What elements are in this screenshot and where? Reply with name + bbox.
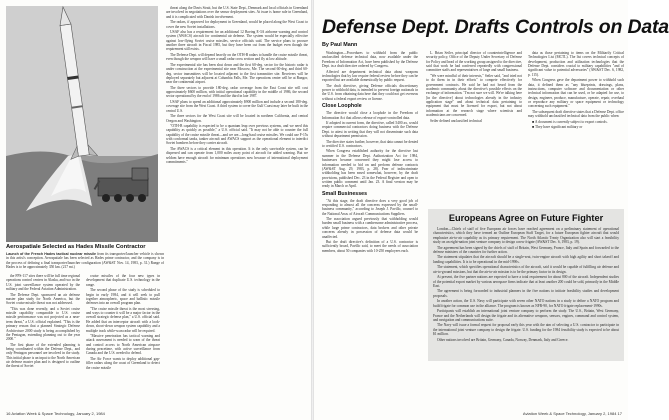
sidebar-box-body (433, 227, 619, 358)
article-headline: Defense Dept. Drafts Controls on Data (322, 16, 669, 38)
paragraph: The directive states further, however, that data cannot be denied to certified U.S. contractors. (322, 139, 418, 148)
left-column-3 (166, 6, 308, 410)
sidebar-box (428, 209, 624, 361)
paragraph: In another action, the U.S. Navy will participate with seven other NATO nations in a study to define a NATO program and build frigate for common use in the alliance. The program is known as NFR-90, for NATO frigate replacement-1990s. (433, 299, 619, 308)
photo-caption-lead: Launch of the French Hades tactical nuclear missile (6, 252, 96, 256)
paragraph: cruise missiles of the four new types in development that duplicate U.S. technology in the range. (86, 274, 160, 287)
paragraph: Washington—Procedures to withhold from the public unclassified defense technical data, now available under the Freedom of Information Act, have been published by the Defense Dept. in a draft directive ordered by Congress. (322, 51, 418, 69)
right-page (314, 0, 669, 420)
sidebar-box-title: Europeans Agree on Future Fighter (448, 213, 604, 223)
paragraph: The agreement has been signed by the chiefs of staff of Britain, West Germany, France, Italy and Spain and forwarded to the defense ministers of the countries for further action. (433, 245, 619, 254)
right-page-folio: Aviation Week & Space Technology, January 2, 1984 17 (522, 411, 622, 416)
paragraph: "OTH-B capability is expected to be a quantum leap over previous systems, and we need this capability as quickly as possible," a U.S. official said. "It may not be able to counter the full capability of the cruise missile threat—and we are—long-haul cruise missiles. We could use F-15s with conformal tanks, tanker aircraft and AWACS support as the operational element to interdict Soviet bombers before they carrier aircraft. (166, 124, 308, 146)
paragraph: The three sectors to provide 180-deg. radar coverage from the East Coast site will cost approximately $600 million, with initial operational capability in the middle of 1986, the second sector operational by the end of 1986 and the third in late 1987. (166, 85, 308, 99)
paragraph: "We were mindful of their interests," Seiler said, "and tried not to do them in in their efforts" to compete effectively for government contracts. He said he had not heard from the academic community about the directive's possible effects on the exchange of information. "I'm not sure we will. We're talking here [in the directive] about technologies already in the industry application stage" and about technical data pertaining to equipment that must be licensed for export, but not about information at the research stage where scientists and academicians are concerned. (426, 73, 522, 117)
paragraph: London—Chiefs of staff of five European air forces have reached agreement on a preliminary statement of operational characteristics, which they have termed an Outline European Staff Target, for a future European fighter aircraft that would emphasize air-to-air capability as its primary requirement. The North Atlantic Treaty Organization also will start a feasibility study on an eight-nation joint venture company to design a new frigate (AW&ST Dec. 6, 1983, p. 19). (433, 227, 619, 245)
paragraph: The Navy will issue a formal request for proposal early this year with the aim of selecting a U.S. contractor to participate in the international joint venture company to design the frigate. U.S. funding for the 1984 feasibility study is expected to be about $1 million. (433, 323, 619, 337)
paragraph: "The cruise missile threat is the most stressing, and ways to counter it will be a major factor in the overall strategic defense plan," a U.S. official said. He added that an interceptor aircraft with a look-down, shoot-down weapon system capability and a multiple track while-scan radar will be required. (86, 306, 160, 333)
paragraph: The draft directive, giving Defense officials discretionary power to withhold data, is intended to prevent foreign nationals in the U.S. from obtaining data here that they could not get overseas without a federal export review or license. (322, 83, 418, 101)
paragraph: The statement stipulates that the aircraft should be a single-seat, twin-engine aircraft with high agility and short takeoff and landing capabilities. It is to be operational in the mid-1990s. (433, 255, 619, 264)
article-byline: By Paul Mann (322, 42, 358, 48)
paragraph: The AWACS is a critical element in this operation. It is the only survivable system, can be dispersed and can operate from 1,000 miles away point of aircraft for added warning. But we seldom have enough aircraft for minimum operations now because of international deployment commitments." (166, 147, 308, 165)
right-column-1 (322, 51, 418, 411)
paragraph: data as those pertaining to items on the Militarily Critical Technologies List (MCTL). The list covers technical concepts of development, production and utilization technologies that the Defense Dept. considers crucial to military capabilities "and of significant value to potential adversaries" (AW&ST Dec. 6, 1982, p. 115). (528, 51, 624, 77)
photo-caption-text: from its transporter/launcher vehicle is shown in this artist's conception. Aerospatiale has been selected as Hades prime contractor, and the company is in the process of defining a final transporter/launcher configuration (AW&ST Nov. 14, 1983, p. 31.) Range of Hades is to be approximately 350 km. (217 mi.) (6, 252, 164, 270)
paragraph: Seiler defined unclassified technical (430, 118, 482, 123)
paragraph: The agreement is being forwarded to industrial planners in the five nations to initiate feasibility studies and development proposals. (433, 289, 619, 298)
photo-caption (6, 252, 164, 272)
missile-launch-artwork (6, 6, 158, 242)
paragraph: The association argued previously that withholding would burden small business with a cumbersome administrative process, while large prime contractors, data brokers and other private concerns already in possession of defense data would be unaffected. (322, 217, 418, 239)
paragraph: Participants will establish an international joint venture company to perform the study. The U.S., Britain, West Germany, France and the Netherlands will design the frigate and its alternative weapons, sensors, engines, command and control system, and navigation and communications suite. (433, 309, 619, 322)
subhead-close-loophole: Close Loophole (322, 103, 362, 110)
paragraph: The subsequent draft directive states that a Defense Dept. office may withhold unclassified technical data from the public when: (528, 109, 624, 119)
paragraph: The three sectors for the West Coast site will be located in northern California, and central Oregon and Washington. (166, 114, 308, 123)
paragraph: the FPS-117 sites there will be full time regional operations control centers in Alaska, and two in the U.S. joint surveillance system operated by the military and the Federal Aviation Administration. (6, 274, 80, 292)
photo-title: Aerospatiale Selected as Hades Missile Contractor (6, 244, 146, 250)
paragraph: The Air Force wants to deploy additional gap-filler radars along the coast of Greenland to detect the cruise missile (86, 356, 160, 370)
paragraph: L. Brian Seiler, principal director of counterintelligence and security policy, Office of the Deputy Under Secretary of Defense for Policy and head of the working group assigned to the directive, said that work he had conferred repeatedly with congressional committee staffs and representatives of large and small business. (426, 51, 523, 73)
paragraph: "This was done recently, and a Soviet cruise missile capability comparable to U.S. cruise missile performance was not projected as a near-term threat," a U.S. official explained. "This is the primary reason that a planned Strategic Defense Architecture 2000 study is being accomplished by the Pentagon, extending planning out to the year 2000." (6, 306, 80, 342)
paragraph: threat along the Davis Strait, but the U.S. State Dept., Denmark and local officials in Greenland are involved in negotiations over the sensor deployment sites. At issue is home rule in Greenland, and it is complicated with Danish involvement. (166, 6, 308, 19)
left-page (0, 0, 312, 420)
paragraph: Other nations involved are Britain, Germany, Canada, Norway, Denmark, Italy and Greece. (437, 337, 569, 342)
paragraph: "Massive penetration has tactical warning and attack assessment is needed to warn of the threat and control access to North American airspace during peacetime, with active surveillance from Canada and the U.S. needed to defend. (86, 334, 160, 356)
paragraph: USAF also has a requirement for an additional 12 Boeing E-3A airborne warning and control system (AWACS) aircraft for continental air defense. The system would be especially effective against low-flying Soviet cruise missiles, service officials said. The service plans to procure another three aircraft in Fiscal 1985, but they have been cut from the budget even though the requirement still exists. (166, 30, 308, 52)
paragraph: When Congress established authority for the directive last summer in the Defense Dept. Authorization Act for 1984, businesses became concerned they might lose access to information needed to bid on and perform defense contracts (AW&ST Aug. 29, 1983, p. 28). Fear of indiscriminate withholding has been eased somewhat, however, by the draft provisions, published Dec. 23 in the Federal Register and open to written public comment until Jan. 23. A final version may be ready in March or April. (322, 149, 418, 189)
paragraph: The radars, if approved for deployment in Greenland, would be placed along the West Coast to cover the new Soviet installations. (166, 20, 308, 29)
left-page-folio: 16 Aviation Week & Space Technology, January 2, 1984 (6, 411, 105, 416)
right-column-2 (426, 51, 522, 205)
paragraph: "At this stage, the draft directive does a very good job of responding to almost all the concerns expressed by the small-business community," according to Joseph J. Pavillo, counsel to the National Assn. of Aircraft Communications Suppliers. (322, 198, 418, 216)
subhead-small-businesses: Small Businesses (322, 190, 368, 197)
paragraph: The Defense Dept. will depend heavily on the OTH-B radars to handle the cruise missile threat, even though the weapon will have a small radar cross section and fly at low altitude. (166, 53, 308, 62)
paragraph: The Defense Dept. sponsored an air defense master plan study for North America, but the Soviet cruise missile threat was not addressed. (6, 292, 80, 306)
paragraph: The experimental site has been shut down and the first 60-deg. sector for the historic radar is under construction at the experimental site near Moscow, Me. The second 60-deg. and third 60-deg. sector transmitters will be located adjacent to the first transmitter site. Receivers will be deployed separately but adjacent at Columbia Falls, Me. The operations center will be at Bangor, near the continental airport. (166, 62, 308, 85)
paragraph: The statement, which specifies operational characteristics of the aircraft, said it would be capable of fulfilling air defense and air-to-ground missions, but that the air-to-air mission is to be the primary factor in its design. (433, 265, 619, 274)
paragraph: But the draft directive's definition of a U.S. contractor is sufficiently broad, Pavillo said, to meet the needs of association members, about 50 companies with 10-250 employees each. (322, 240, 418, 253)
hades-missile-illustration (6, 6, 158, 242)
paragraph: The first phase of the extended planning is being coordinated within the Defense Dept., and only Pentagon personnel are involved in the study. This initial phase is an input to the North American air defense master plan and is designed to outline the threat of Soviet (6, 342, 80, 369)
paragraph: Affected are department technical data about weapons technologies that by law require federal review before they can be exported but are available domestically by public request. (322, 69, 418, 83)
paragraph: The directive would close a loophole in the Freedom of Information Act that allows release of export-controlled data. (322, 111, 418, 120)
left-column-2 (86, 274, 160, 410)
right-column-3 (528, 51, 624, 205)
bullet-item: ■ A document is currently subject to export controls. (532, 119, 608, 124)
left-column-1 (6, 274, 80, 410)
paragraph: When Congress gave the department power to withhold such data, it defined them as "any blueprints, drawings, plans, instructions, computer software and documentation or other technical information that can be used, or be adapted for use, to design, engineer, produce, manufacture, operate, repair, overhaul or reproduce any military or space equipment or technology concerning such equipment." (528, 78, 624, 109)
bullet-item: ■ They have significant military or (532, 125, 583, 130)
paragraph: USAF plans to spend an additional approximately $900 million and include a second 180-deg. coverage site from the West Coast. A third system to cover the Gulf Coast may later be built in the central U.S. (166, 100, 308, 113)
paragraph: If adopted in current form, the directive, called 5400.xx, would require commercial contractors doing business with the Defense Dept. to attest in writing that they will not disseminate such data without department permission. (322, 121, 418, 139)
paragraph: At present, the five partner nations are expected to have a total requirement for about 800 of the aircraft. Independent studies of the potential export market by various aerospace firms indicate that at least another 200 could be sold, primarily in the Middle East. (433, 275, 619, 288)
paragraph: The second phase of the study is scheduled to begin in early 1984, and it will seek to pull together atmospheric, space and ballistic missile defenses into an overall program plan. (86, 288, 160, 306)
